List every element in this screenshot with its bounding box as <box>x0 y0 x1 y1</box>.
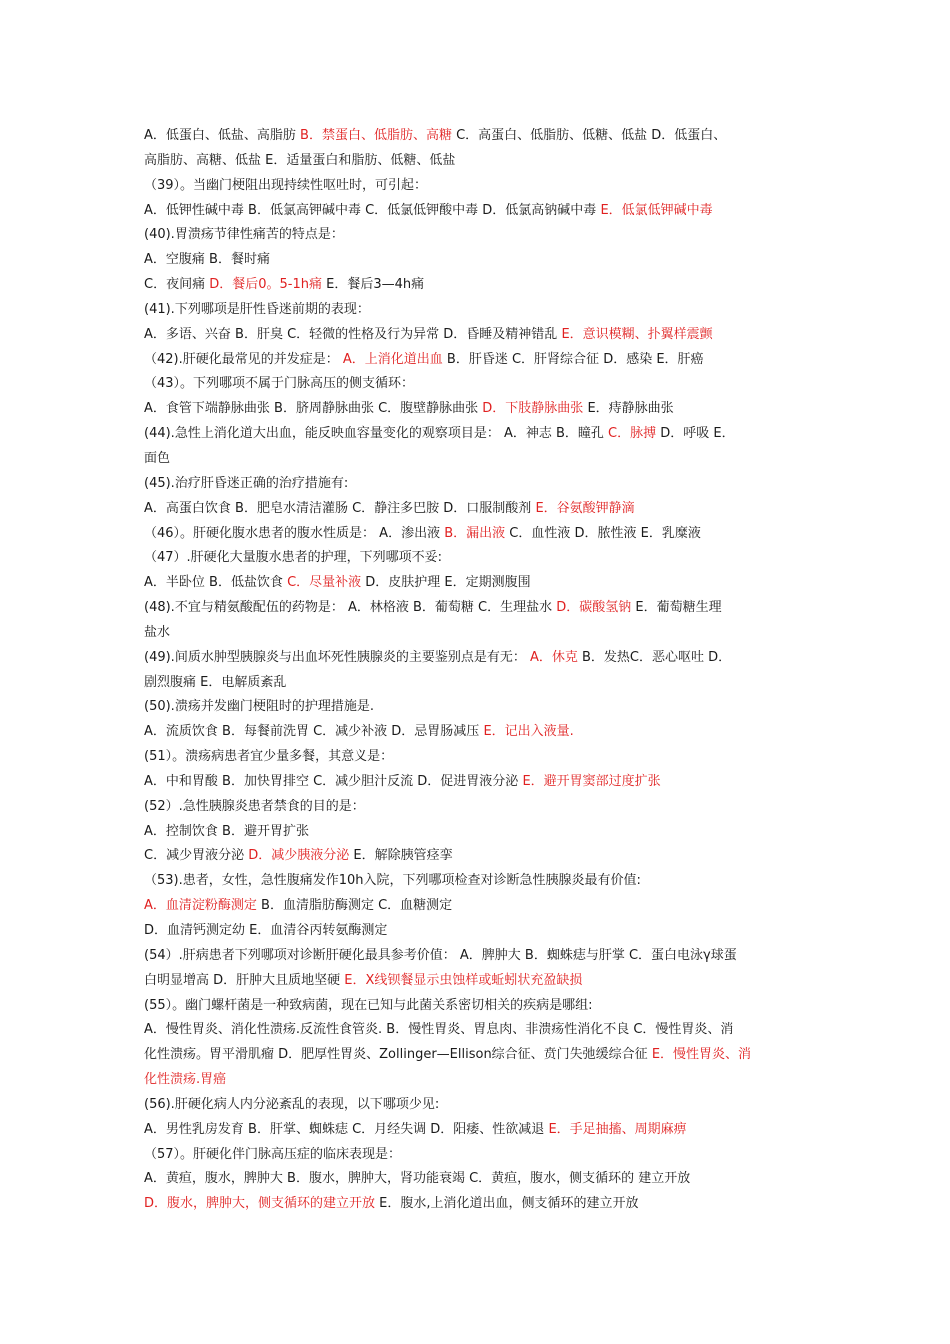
text-line <box>144 1043 808 1068</box>
text-line <box>144 372 808 397</box>
body-text: B．血清脂肪酶测定 C．血糖测定 <box>256 898 453 914</box>
body-text: 面色 <box>144 450 171 466</box>
text-line <box>144 199 808 224</box>
body-text: E．解除胰管痉挛 <box>349 848 453 864</box>
answer-text: E．低氯低钾碱中毒 <box>600 202 713 218</box>
body-text: E．腹水,上消化道出血，侧支循环的建立开放 <box>375 1196 639 1212</box>
body-text: (56).肝硬化病人内分泌紊乱的表现，以下哪项少见: <box>144 1096 440 1112</box>
text-line <box>144 944 808 969</box>
body-text: (48).不宜与精氨酸配伍的药物是： A．林格液 B．葡萄糖 C．生理盐水 <box>144 600 557 616</box>
answer-text: 化性溃疡.胃癌 <box>144 1072 227 1088</box>
body-text: C．高蛋白、低脂肪、低糖、低盐 D．低蛋白、 <box>451 128 727 143</box>
body-text: (55）。幽门螺杆菌是一种致病菌，现在已知与此菌关系密切相关的疾病是哪组: <box>144 997 593 1013</box>
text-line <box>144 994 808 1019</box>
answer-text: C．脉搏 <box>608 426 657 442</box>
text-line <box>144 869 808 894</box>
text-line <box>144 571 808 596</box>
body-text: A．低蛋白、低盐、高脂肪 <box>144 128 301 143</box>
text-line <box>144 348 808 373</box>
answer-text: D．下肢静脉曲张 <box>482 401 584 417</box>
body-text: D．血清钙测定幼 E．血清谷丙转氨酶测定 <box>144 923 388 938</box>
text-line <box>144 497 808 522</box>
body-text: (49).间质水肿型胰腺炎与出血坏死性胰腺炎的主要鉴别点是有无： <box>144 649 530 665</box>
body-text: (52）.急性胰腺炎患者禁食的目的是： <box>144 798 365 814</box>
answer-text: E．谷氨酸钾静滴 <box>535 500 635 516</box>
answer-text: C．尽量补液 <box>287 575 362 591</box>
body-text: (50).溃疡并发幽门梗阻时的护理措施是. <box>144 699 374 715</box>
body-text: E．餐后3—4h痛 <box>321 277 425 293</box>
body-text: C．夜间痛 <box>144 277 210 293</box>
text-line <box>144 695 808 720</box>
answer-text: A．上消化道出血 <box>342 351 443 367</box>
answer-text: E．记出入液量. <box>483 724 574 740</box>
text-line <box>144 546 808 571</box>
text-line <box>144 894 808 919</box>
text-line <box>144 149 808 174</box>
body-text: 盐水 <box>144 624 171 640</box>
answer-text: E．避开胃窦部过度扩张 <box>522 773 661 789</box>
answer-text: B．漏出液 <box>444 525 506 541</box>
text-line <box>144 422 808 447</box>
body-text: C．血性液 D．脓性液 E．乳糜液 <box>505 525 701 541</box>
text-line <box>144 919 808 944</box>
text-line <box>144 1018 808 1043</box>
body-text: C．减少胃液分泌 <box>144 848 249 864</box>
body-text: A．低钾性碱中毒 B．低氯高钾碱中毒 C．低氯低钾酸中毒 D．低氯高钠碱中毒 <box>144 202 601 218</box>
body-text: E．痔静脉曲张 <box>583 401 674 417</box>
body-text: B．发热C．恶心呕吐 D． <box>577 649 732 665</box>
body-text: A．男性乳房发育 B．肝掌、蜘蛛痣 C．月经失调 D．阳痿、性欲减退 <box>144 1121 549 1137</box>
answer-text: D．减少胰液分泌 <box>248 848 350 864</box>
body-text: 化性溃疡。胃平滑肌瘤 D．肥厚性胃炎、Zollinger—Ellison综合征、贲门失弛缓综合征 <box>144 1047 652 1063</box>
body-text: A．慢性胃炎、消化性溃疡.反流性食管炎. B．慢性胃炎、胃息肉、非溃疡性消化不良 C．慢性胃炎、消 <box>144 1022 734 1038</box>
text-line <box>144 1167 808 1192</box>
text-line <box>144 969 808 994</box>
text-line <box>144 124 808 149</box>
text-line <box>144 323 808 348</box>
body-text: (41).下列哪项是肝性昏迷前期的表现： <box>144 301 370 317</box>
body-text: A．控制饮食 B．避开胃扩张 <box>144 823 309 839</box>
body-text: E．葡萄糖生理 <box>631 600 722 616</box>
body-text: A．黄疸，腹水，脾肿大 B．腹水，脾肿大，肾功能衰竭 C．黄疸，腹水，侧支循环的 建立开放 <box>144 1171 691 1187</box>
text-line <box>144 1143 808 1168</box>
answer-text: E．X线钡餐显示虫蚀样或蚯蚓状充盈缺损 <box>344 972 583 988</box>
answer-text: A．血清淀粉酶测定 <box>144 898 257 914</box>
text-line <box>144 671 808 696</box>
text-line <box>144 795 808 820</box>
answer-text: E．手足抽搐、周期麻痹 <box>548 1121 687 1137</box>
body-text: （47）.肝硬化大量腹水患者的护理，下列哪项不妥: <box>144 550 443 566</box>
body-text: A．中和胃酸 B．加快胃排空 C．减少胆汁反流 D．促进胃液分泌 <box>144 773 523 789</box>
body-text: A．空腹痛 B．餐时痛 <box>144 252 270 268</box>
text-line <box>144 223 808 248</box>
text-line <box>144 447 808 472</box>
body-text: 剧烈腹痛 E．电解质紊乱 <box>144 674 287 690</box>
answer-text: E．意识模糊、扑翼样震颤 <box>561 326 713 342</box>
text-line <box>144 844 808 869</box>
body-text: (44).急性上消化道大出血，能反映血容量变化的观察项目是： A．神志 B．瞳孔 <box>144 426 609 442</box>
text-line <box>144 820 808 845</box>
body-text: B．肝昏迷 C．肝肾综合征 D．感染 E．肝癌 <box>442 351 704 367</box>
body-text: (45).治疗肝昏迷正确的治疗措施有: <box>144 475 349 491</box>
body-text: （53).患者，女性，急性腹痛发作10h入院，下列哪项检查对诊断急性胰腺炎最有价值: <box>144 873 641 889</box>
text-line <box>144 248 808 273</box>
body-text: (54）.肝病患者下列哪项对诊断肝硬化最具参考价值： A．脾肿大 B．蜘蛛痣与肝掌 C．蛋白电泳γ球蛋 <box>144 947 737 963</box>
text-line <box>144 1093 808 1118</box>
answer-text: E．慢性胃炎、消 <box>651 1047 752 1063</box>
body-text: D．皮肤护理 E．定期测腹围 <box>361 575 531 591</box>
body-text: （46）。肝硬化腹水患者的腹水性质是： A．渗出液 <box>144 525 445 541</box>
body-text: (51）。溃疡病患者宜少量多餐，其意义是： <box>144 749 394 765</box>
body-text: A．高蛋白饮食 B．肥皂水清洁灌肠 C．静注多巴胺 D．口服制酸剂 <box>144 500 536 516</box>
body-text: （43）。下列哪项不属于门脉高压的侧支循环： <box>144 376 415 392</box>
question-text-body <box>144 124 808 1217</box>
text-line <box>144 174 808 199</box>
body-text: A．多语、兴奋 B．肝臭 C．轻微的性格及行为异常 D．昏睡及精神错乱 <box>144 326 562 342</box>
text-line <box>144 397 808 422</box>
text-line <box>144 1118 808 1143</box>
text-line <box>144 472 808 497</box>
text-line <box>144 646 808 671</box>
text-line <box>144 1192 808 1217</box>
text-line <box>144 596 808 621</box>
text-line <box>144 298 808 323</box>
text-line <box>144 770 808 795</box>
text-line <box>144 1068 808 1093</box>
text-line <box>144 720 808 745</box>
body-text: 白明显增高 D．肝肿大且质地坚硬 <box>144 972 345 988</box>
body-text: （39）。当幽门梗阻出现持续性呕吐时，可引起： <box>144 177 428 193</box>
body-text: (40).胃溃疡节律性痛苦的特点是： <box>144 227 344 243</box>
text-line <box>144 522 808 547</box>
body-text: A．食管下端静脉曲张 B．脐周静脉曲张 C．腹壁静脉曲张 <box>144 401 483 417</box>
text-line <box>144 745 808 770</box>
body-text: A．半卧位 B．低盐饮食 <box>144 575 288 591</box>
answer-text: D．腹水，脾肿大，侧支循环的建立开放 <box>144 1196 376 1212</box>
body-text: 高脂肪、高糖、低盐 E．适量蛋白和脂肪、低糖、低盐 <box>144 152 456 168</box>
text-line <box>144 621 808 646</box>
answer-text: D．餐后0。5-1h痛 <box>209 277 322 293</box>
body-text: A．流质饮食 B．每餐前洗胃 C．减少补液 D．忌胃肠减压 <box>144 724 484 740</box>
body-text: （57）。肝硬化伴门脉高压症的临床表现是： <box>144 1146 402 1162</box>
body-text: D．呼吸 E． <box>656 426 735 442</box>
answer-text: D．碳酸氢钠 <box>556 600 632 616</box>
answer-text: A．休克 <box>529 649 578 665</box>
answer-text: B．禁蛋白、低脂肪、高糖 <box>300 128 452 143</box>
body-text: （42).肝硬化最常见的并发症是： <box>144 351 343 367</box>
text-line <box>144 273 808 298</box>
